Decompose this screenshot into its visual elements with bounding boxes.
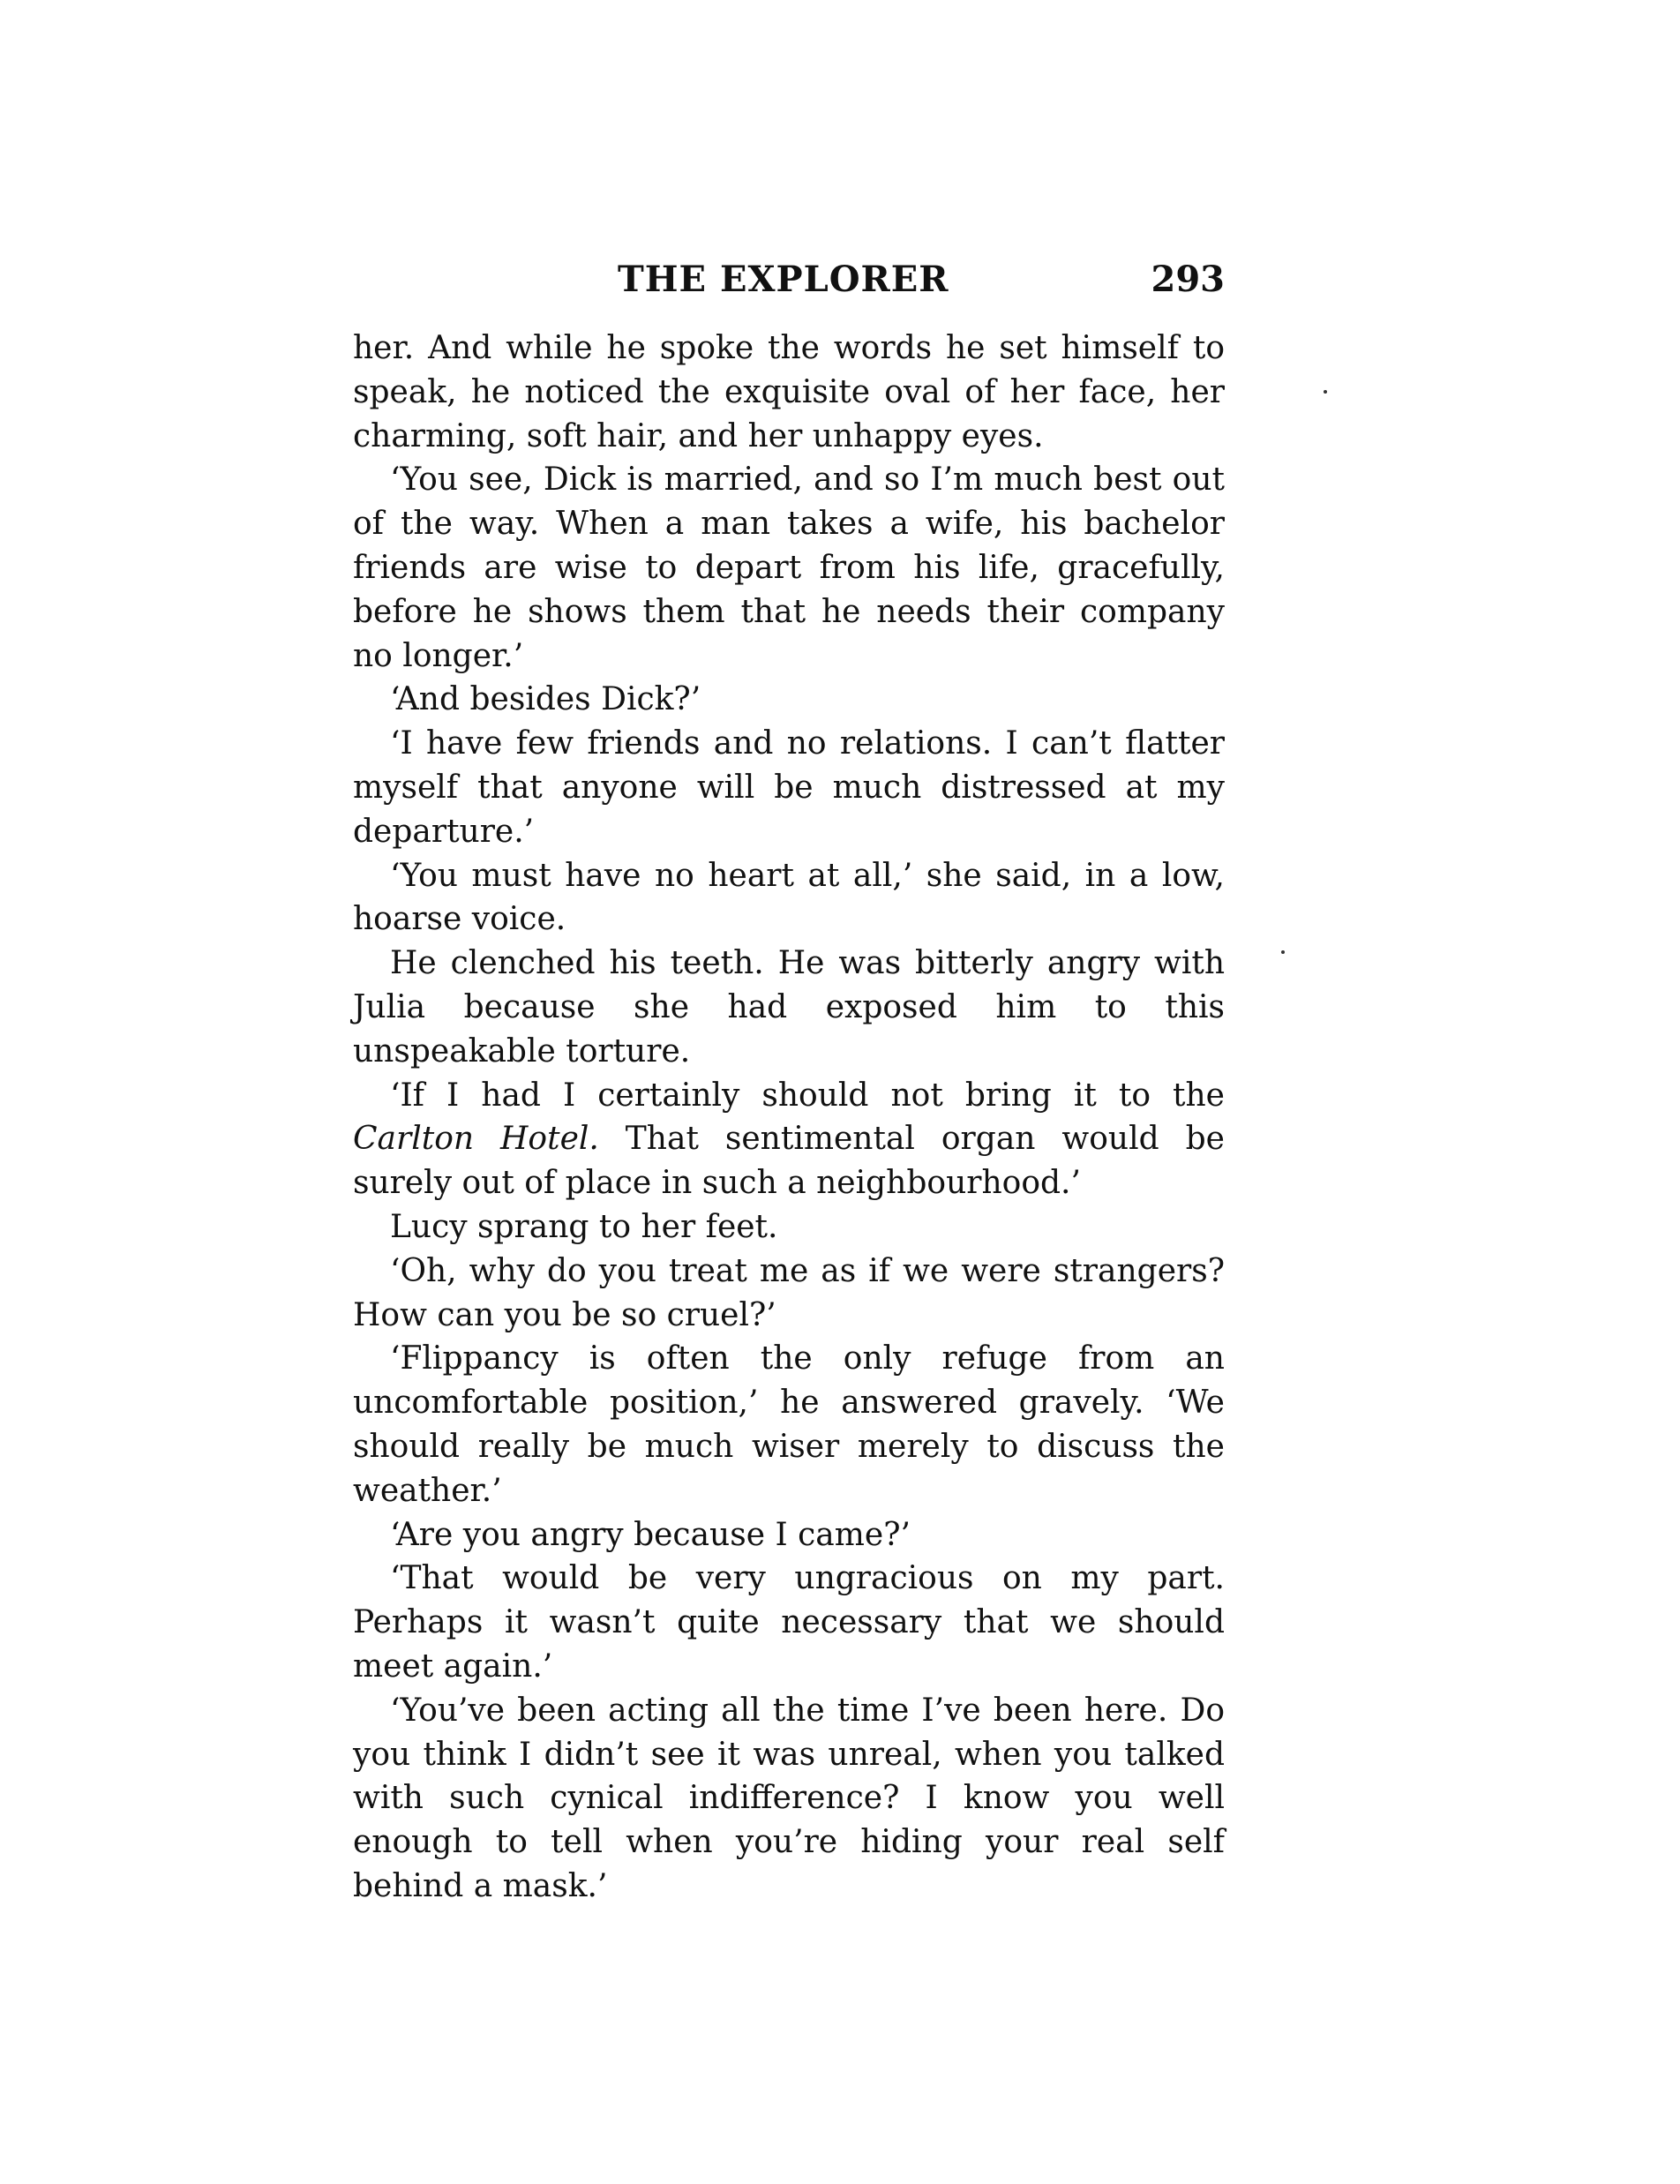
paragraph-8: Lucy sprang to her feet. — [390, 1208, 778, 1245]
paragraph-7-start: ‘If I had I certainly should not bring it to the — [390, 1077, 1225, 1114]
paragraph-3: ‘And besides Dick?’ — [390, 681, 701, 718]
page-number: 293 — [1151, 259, 1225, 300]
paragraph-7 — [353, 1074, 1225, 1205]
paragraph-13: ‘You’ve been acting all the time I’ve been here. Do you think I didn’t see it was unreal, when you talked with such cynical indifference? I know you well enough to tell when you’re hiding your real self behind a mask.’ — [353, 1692, 1225, 1904]
page-header — [353, 258, 1225, 302]
paragraph-1: her. And while he spoke the words he set himself to speak, he noticed the exquisite oval of her face, her charming, soft hair, and her unhappy eyes. — [353, 330, 1225, 454]
paragraph-7-end: That sentimental organ would be surely out of place in such a neighbourhood.’ — [353, 1121, 1225, 1202]
paragraph-10: ‘Flippancy is often the only refuge from an uncomfortable position,’ he answered gravely. ‘We should really be much wiser merely to discuss the weather.’ — [353, 1340, 1225, 1509]
scan-speck — [1324, 390, 1327, 394]
paragraph-6: He clenched his teeth. He was bitterly angry with Julia because she had exposed him to this unspeakable torture. — [353, 945, 1225, 1069]
hotel-name-italic: Carlton Hotel. — [353, 1121, 599, 1158]
paragraph-4: ‘I have few friends and no relations. I can’t flatter myself that anyone will be much distressed at my departure.’ — [353, 725, 1225, 850]
scan-speck — [1281, 950, 1285, 954]
paragraph-5: ‘You must have no heart at all,’ she said, in a low, hoarse voice. — [353, 857, 1225, 938]
paragraph-12: ‘That would be very ungracious on my part. Perhaps it wasn’t quite necessary that we should meet again.’ — [353, 1560, 1225, 1685]
text-body — [353, 326, 1225, 1909]
paragraph-11: ‘Are you angry because I came?’ — [390, 1516, 911, 1553]
paragraph-9: ‘Oh, why do you treat me as if we were strangers? How can you be so cruel?’ — [353, 1252, 1225, 1333]
paragraph-2: ‘You see, Dick is married, and so I’m much best out of the way. When a man takes a wife, his bachelor friends are wise to depart from his life, gracefully, before he shows them that he needs their company no longer.’ — [353, 462, 1225, 674]
running-title: THE EXPLORER — [618, 259, 949, 300]
